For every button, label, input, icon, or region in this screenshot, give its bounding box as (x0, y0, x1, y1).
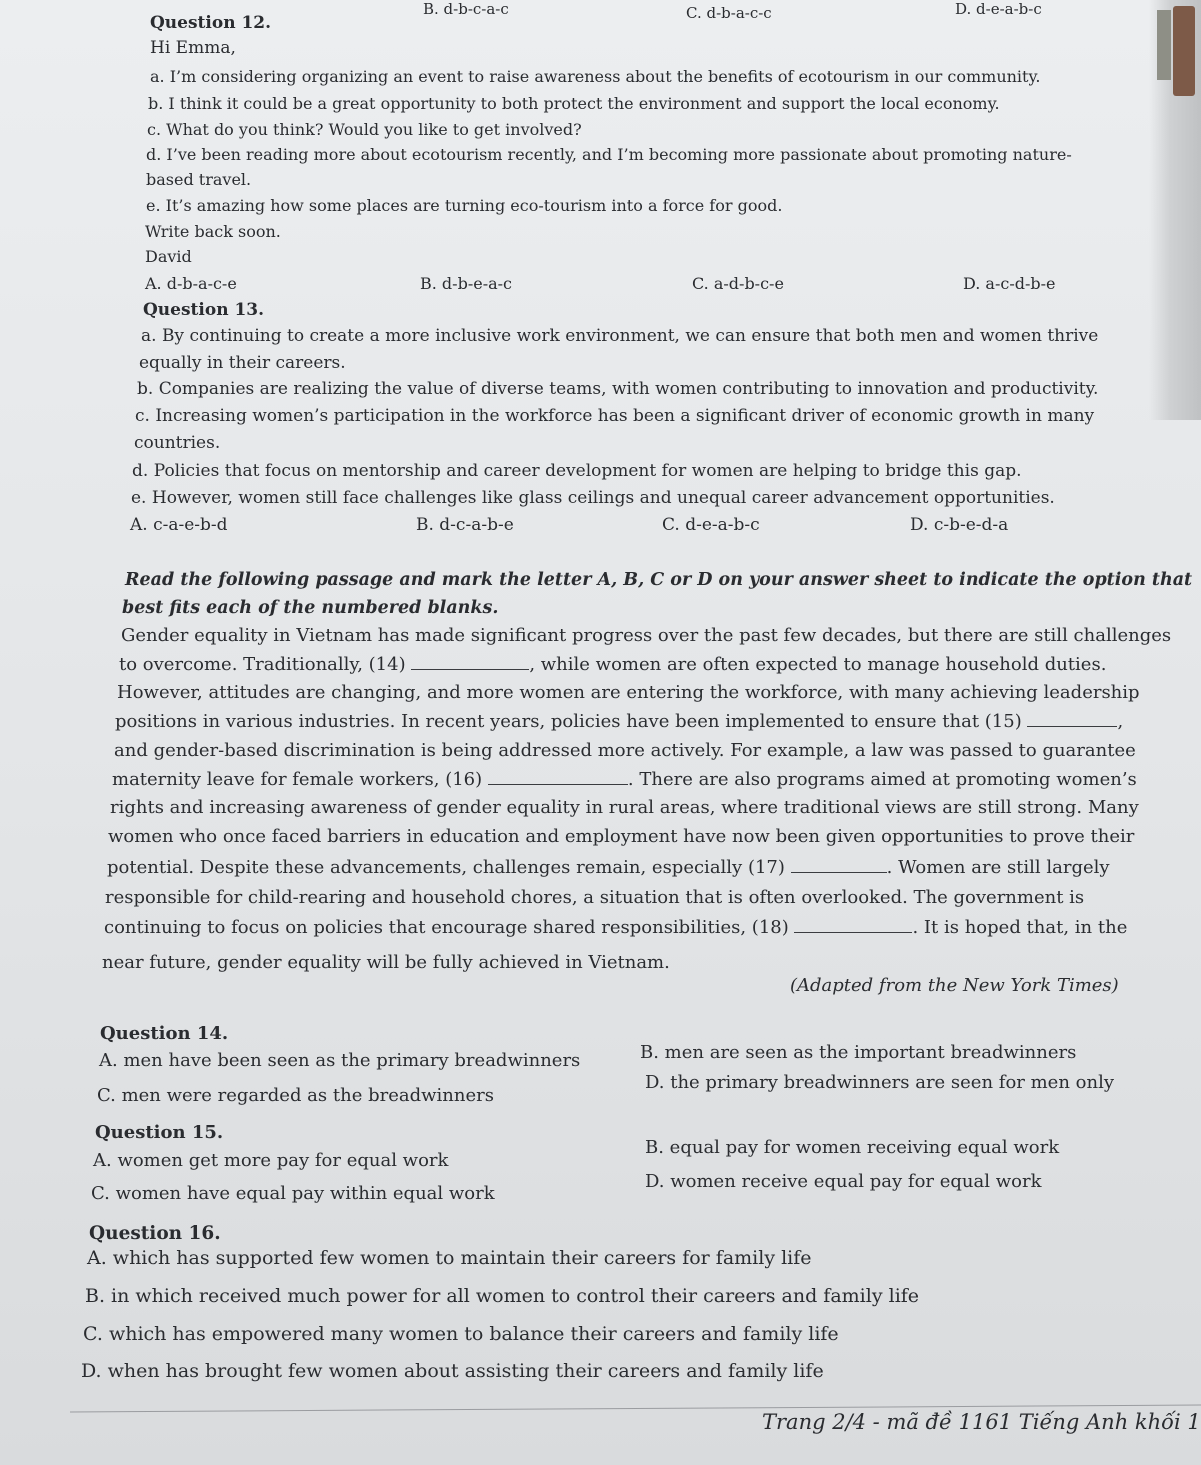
q12-sentence-e: e. It’s amazing how some places are turning eco-tourism into a force for good. (146, 196, 783, 215)
passage-line-6 (112, 769, 1137, 791)
passage-line-4-end: , (1117, 711, 1124, 732)
q13-option-a[interactable]: A. c-a-e-b-d (130, 515, 228, 535)
q15-option-c[interactable]: C. women have equal pay within equal work (91, 1183, 495, 1204)
q13-option-b[interactable]: B. d-c-a-b-e (416, 515, 514, 535)
q13-sentence-c: c. Increasing women’s participation in the workforce has been a significant driver of economic growth in many (135, 406, 1095, 426)
q13-sentence-a-cont: equally in their careers. (139, 353, 346, 373)
passage-line-11-start: continuing to focus on policies that encourage shared responsibilities, (18) (104, 917, 789, 938)
passage-line-6-start: maternity leave for female workers, (16) (112, 769, 483, 790)
sticker-decoration (1173, 6, 1195, 96)
q14-option-c[interactable]: C. men were regarded as the breadwinners (97, 1085, 494, 1106)
q12-title: Question 12. (150, 13, 272, 33)
blank-14 (411, 668, 529, 670)
passage-line-1: Gender equality in Vietnam has made significant progress over the past few decades, but there are still challenges (121, 625, 1172, 646)
q12-signature: David (145, 247, 192, 266)
q15-title: Question 15. (95, 1122, 224, 1143)
q13-sentence-a: a. By continuing to create a more inclusive work environment, we can ensure that both men and women thrive (141, 326, 1099, 346)
passage-line-11 (104, 917, 1127, 939)
blank-17 (791, 871, 887, 873)
q16-option-a[interactable]: A. which has supported few women to maintain their careers for family life (87, 1247, 812, 1269)
q14-option-a[interactable]: A. men have been seen as the primary breadwinners (99, 1050, 581, 1071)
q14-title: Question 14. (100, 1023, 229, 1044)
passage-line-11-end: . It is hoped that, in the (912, 917, 1128, 938)
q16-option-c[interactable]: C. which has empowered many women to balance their careers and family life (83, 1323, 839, 1345)
q16-option-b[interactable]: B. in which received much power for all women to control their careers and family life (85, 1285, 920, 1307)
passage-line-8: women who once faced barriers in education and employment have now been given opportunities to prove their (108, 826, 1135, 847)
q13-sentence-e: e. However, women still face challenges like glass ceilings and unequal career advancement opportunities. (131, 488, 1055, 508)
q13-option-d[interactable]: D. c-b-e-d-a (910, 515, 1009, 535)
passage-line-5: and gender-based discrimination is being addressed more actively. For example, a law was passed to guarantee (114, 740, 1136, 761)
q12-option-a[interactable]: A. d-b-a-c-e (145, 274, 237, 293)
q14-option-d[interactable]: D. the primary breadwinners are seen for men only (645, 1072, 1114, 1093)
q13-sentence-d: d. Policies that focus on mentorship and career development for women are helping to bridge this gap. (132, 461, 1022, 481)
passage-line-6-end: . There are also programs aimed at promoting women’s (627, 769, 1137, 790)
q12-option-b[interactable]: B. d-b-e-a-c (420, 274, 513, 293)
q12-option-c[interactable]: C. a-d-b-c-e (692, 274, 784, 293)
passage-line-10: responsible for child-rearing and household chores, a situation that is often overlooked. The government is (105, 887, 1085, 908)
passage-line-4-start: positions in various industries. In recent years, policies have been implemented to ensure that (15) (115, 711, 1022, 732)
side-tab-decoration (1157, 10, 1171, 80)
passage-source: (Adapted from the New York Times) (790, 975, 1119, 996)
q15-option-a[interactable]: A. women get more pay for equal work (93, 1150, 449, 1171)
q12-sentence-c: c. What do you think? Would you like to get involved? (147, 120, 582, 139)
passage-line-9-start: potential. Despite these advancements, challenges remain, especially (17) (107, 857, 785, 878)
passage-line-3: However, attitudes are changing, and more women are entering the workforce, with many achieving leadership (117, 682, 1140, 703)
q15-option-d[interactable]: D. women receive equal pay for equal work (645, 1171, 1042, 1192)
q12-sentence-a: a. I’m considering organizing an event to raise awareness about the benefits of ecotourism in our community. (150, 67, 1041, 86)
passage-line-2-start: to overcome. Traditionally, (14) (119, 654, 406, 675)
q14-option-b[interactable]: B. men are seen as the important breadwinners (640, 1042, 1077, 1063)
blank-15 (1027, 725, 1117, 727)
q16-title: Question 16. (89, 1223, 221, 1244)
q12-option-d[interactable]: D. a-c-d-b-e (963, 274, 1056, 293)
q13-sentence-b: b. Companies are realizing the value of diverse teams, with women contributing to innovation and productivity. (137, 379, 1099, 399)
q13-option-c[interactable]: C. d-e-a-b-c (662, 515, 760, 535)
q11-option-d[interactable]: D. d-e-a-b-c (955, 0, 1042, 18)
q13-title: Question 13. (143, 300, 265, 320)
passage-line-2-end: , while women are often expected to manage household duties. (529, 654, 1107, 675)
passage-line-4 (115, 711, 1123, 733)
passage-line-9-end: . Women are still largely (886, 857, 1110, 878)
q12-sentence-d: d. I’ve been reading more about ecotourism recently, and I’m becoming more passionate about promoting nature- (146, 145, 1072, 164)
passage-line-2 (119, 654, 1106, 676)
q12-closing: Write back soon. (145, 222, 281, 241)
q11-option-b[interactable]: B. d-b-c-a-c (423, 0, 509, 18)
instruction-line-2: best fits each of the numbered blanks. (122, 598, 499, 618)
q12-greeting: Hi Emma, (150, 38, 236, 58)
q15-option-b[interactable]: B. equal pay for women receiving equal work (645, 1137, 1060, 1158)
q11-option-c[interactable]: C. d-b-a-c-c (686, 4, 772, 22)
q13-sentence-c-cont: countries. (134, 433, 221, 453)
q16-option-d[interactable]: D. when has brought few women about assisting their careers and family life (81, 1360, 824, 1382)
blank-16 (488, 783, 628, 785)
page-footer: Trang 2/4 - mã đề 1161 Tiếng Anh khối 1 (762, 1410, 1201, 1434)
passage-line-7: rights and increasing awareness of gender equality in rural areas, where traditional views are still strong. Many (110, 797, 1139, 818)
passage-line-9 (107, 857, 1110, 879)
q12-sentence-d-cont: based travel. (146, 170, 252, 189)
q12-sentence-b: b. I think it could be a great opportunity to both protect the environment and support the local economy. (148, 94, 1000, 113)
instruction-line-1: Read the following passage and mark the letter A, B, C or D on your answer sheet to indicate the option that (125, 570, 1193, 590)
passage-line-12: near future, gender equality will be fully achieved in Vietnam. (102, 952, 670, 973)
blank-18 (794, 931, 912, 933)
